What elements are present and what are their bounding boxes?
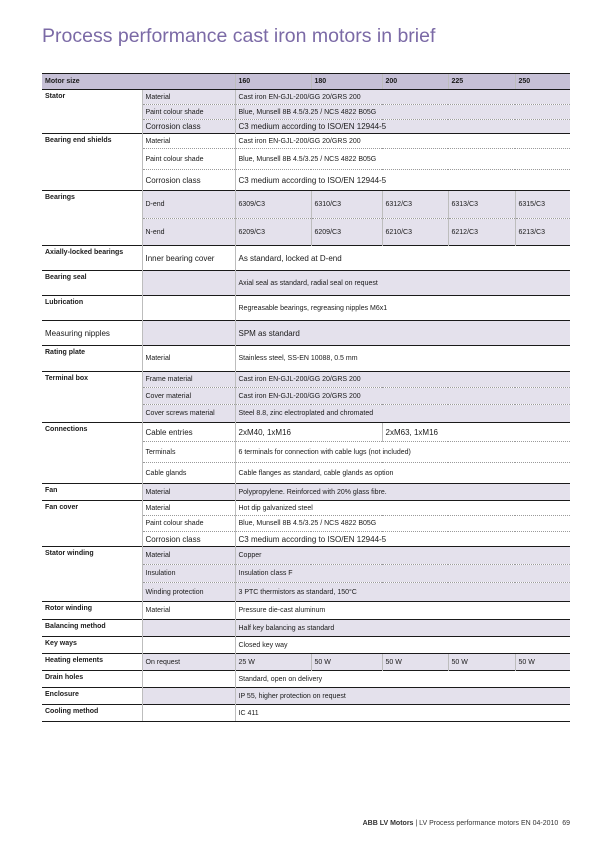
row-value: Polypropylene. Reinforced with 20% glass fibre.: [235, 484, 570, 501]
table-row: [42, 547, 570, 565]
row-category: Enclosure: [42, 688, 142, 705]
table-row: [42, 246, 570, 271]
row-subcategory: Cable entries: [142, 423, 235, 442]
row-value: 6213/C3: [515, 219, 570, 246]
row-value: 50 W: [311, 654, 382, 671]
row-value: Pressure die-cast aluminum: [235, 602, 570, 620]
row-category: Cooling method: [42, 705, 142, 722]
row-value: C3 medium according to ISO/EN 12944-5: [235, 532, 570, 547]
row-value: Closed key way: [235, 637, 570, 654]
table-row: [42, 423, 570, 442]
row-value: 3 PTC thermistors as standard, 150°C: [235, 583, 570, 602]
table-row: [42, 705, 570, 722]
row-value: 6210/C3: [382, 219, 448, 246]
row-subcategory: Material: [142, 602, 235, 620]
table-row: [42, 191, 570, 219]
row-value: Axial seal as standard, radial seal on request: [235, 271, 570, 296]
row-value: 50 W: [515, 654, 570, 671]
row-subcategory: Corrosion class: [142, 532, 235, 547]
row-subcategory: N-end: [142, 219, 235, 246]
table-row: [42, 134, 570, 149]
row-subcategory: Cover material: [142, 388, 235, 405]
row-category: Stator winding: [42, 547, 142, 602]
table-row: [42, 501, 570, 516]
table-row: [42, 271, 570, 296]
row-subcategory: Terminals: [142, 442, 235, 463]
row-subcategory: Cover screws material: [142, 405, 235, 423]
header-row: [42, 74, 570, 90]
page-number: 69: [562, 820, 570, 827]
row-value: Regreasable bearings, regreasing nipples M6x1: [235, 296, 570, 321]
table-row: [42, 620, 570, 637]
row-subcategory: [142, 705, 235, 722]
row-subcategory: Paint colour shade: [142, 149, 235, 170]
row-value: IP 55, higher protection on request: [235, 688, 570, 705]
row-value: 6209/C3: [311, 219, 382, 246]
row-category: Measuring nipples: [42, 321, 142, 346]
row-category: Fan: [42, 484, 142, 501]
row-subcategory: Insulation: [142, 565, 235, 583]
page-title: Process performance cast iron motors in brief: [42, 25, 436, 47]
row-category: Rating plate: [42, 346, 142, 372]
row-category: Connections: [42, 423, 142, 484]
table-row: [42, 372, 570, 388]
row-category: Key ways: [42, 637, 142, 654]
table-row: [42, 671, 570, 688]
row-category: Balancing method: [42, 620, 142, 637]
row-value: 2xM40, 1xM16: [235, 423, 382, 442]
row-value: Half key balancing as standard: [235, 620, 570, 637]
row-value: C3 medium according to ISO/EN 12944-5: [235, 170, 570, 191]
row-value: 6309/C3: [235, 191, 311, 219]
table-row: [42, 688, 570, 705]
table-row: [42, 654, 570, 671]
row-value: C3 medium according to ISO/EN 12944-5: [235, 120, 570, 134]
row-value: 50 W: [382, 654, 448, 671]
header-size: 225: [448, 74, 515, 90]
header-label: Motor size: [42, 74, 235, 90]
row-category: Rotor winding: [42, 602, 142, 620]
row-subcategory: Material: [142, 134, 235, 149]
row-value: 2xM63, 1xM16: [382, 423, 570, 442]
row-category: Axially-locked bearings: [42, 246, 142, 271]
row-subcategory: Corrosion class: [142, 120, 235, 134]
row-value: Hot dip galvanized steel: [235, 501, 570, 516]
row-subcategory: Corrosion class: [142, 170, 235, 191]
table-row: [42, 296, 570, 321]
row-value: Blue, Munsell 8B 4.5/3.25 / NCS 4822 B05G: [235, 149, 570, 170]
header-size: 200: [382, 74, 448, 90]
row-value: Cast iron EN-GJL-200/GG 20/GRS 200: [235, 134, 570, 149]
row-category: Stator: [42, 90, 142, 134]
row-category: Heating elements: [42, 654, 142, 671]
row-subcategory: Winding protection: [142, 583, 235, 602]
row-value: 6312/C3: [382, 191, 448, 219]
row-value: Insulation class F: [235, 565, 570, 583]
row-subcategory: Material: [142, 547, 235, 565]
row-category: Bearing seal: [42, 271, 142, 296]
row-subcategory: Paint colour shade: [142, 105, 235, 120]
row-subcategory: Material: [142, 346, 235, 372]
row-value: Blue, Munsell 8B 4.5/3.25 / NCS 4822 B05G: [235, 105, 570, 120]
row-subcategory: D-end: [142, 191, 235, 219]
table-row: [42, 602, 570, 620]
table-row: [42, 484, 570, 501]
row-subcategory: Material: [142, 501, 235, 516]
table-row: [42, 637, 570, 654]
row-category: Lubrication: [42, 296, 142, 321]
row-subcategory: Paint colour shade: [142, 516, 235, 532]
row-subcategory: Cable glands: [142, 463, 235, 484]
row-value: Steel 8.8, zinc electroplated and chromated: [235, 405, 570, 423]
row-value: 50 W: [448, 654, 515, 671]
row-category: Bearing end shields: [42, 134, 142, 191]
spec-table: [42, 73, 570, 722]
row-subcategory: [142, 271, 235, 296]
row-value: Cable flanges as standard, cable glands as option: [235, 463, 570, 484]
row-subcategory: [142, 637, 235, 654]
row-category: Bearings: [42, 191, 142, 246]
row-value: As standard, locked at D-end: [235, 246, 570, 271]
footer-brand: ABB LV Motors: [362, 820, 414, 827]
row-subcategory: Inner bearing cover: [142, 246, 235, 271]
row-value: Blue, Munsell 8B 4.5/3.25 / NCS 4822 B05G: [235, 516, 570, 532]
row-value: 6313/C3: [448, 191, 515, 219]
row-value: Standard, open on delivery: [235, 671, 570, 688]
row-subcategory: On request: [142, 654, 235, 671]
row-subcategory: Material: [142, 484, 235, 501]
row-value: Copper: [235, 547, 570, 565]
row-category: Fan cover: [42, 501, 142, 547]
header-size: 180: [311, 74, 382, 90]
row-value: Cast iron EN-GJL-200/GG 20/GRS 200: [235, 388, 570, 405]
row-value: 6 terminals for connection with cable lugs (not included): [235, 442, 570, 463]
page-footer: [363, 820, 570, 827]
row-subcategory: [142, 620, 235, 637]
row-subcategory: [142, 671, 235, 688]
table-row: [42, 346, 570, 372]
row-value: Stainless steel, SS-EN 10088, 0.5 mm: [235, 346, 570, 372]
row-value: 6212/C3: [448, 219, 515, 246]
row-value: Cast iron EN-GJL-200/GG 20/GRS 200: [235, 372, 570, 388]
row-value: SPM as standard: [235, 321, 570, 346]
row-category: Terminal box: [42, 372, 142, 423]
row-value: 6315/C3: [515, 191, 570, 219]
table-row: [42, 90, 570, 105]
footer-text: | LV Process performance motors EN 04-2010: [413, 820, 559, 827]
row-value: 6310/C3: [311, 191, 382, 219]
row-subcategory: [142, 688, 235, 705]
row-subcategory: [142, 321, 235, 346]
row-value: 6209/C3: [235, 219, 311, 246]
row-value: IC 411: [235, 705, 570, 722]
row-value: 25 W: [235, 654, 311, 671]
header-size: 250: [515, 74, 570, 90]
row-subcategory: Material: [142, 90, 235, 105]
row-subcategory: [142, 296, 235, 321]
header-size: 160: [235, 74, 311, 90]
row-category: Drain holes: [42, 671, 142, 688]
row-value: Cast iron EN-GJL-200/GG 20/GRS 200: [235, 90, 570, 105]
table-row: [42, 321, 570, 346]
row-subcategory: Frame material: [142, 372, 235, 388]
